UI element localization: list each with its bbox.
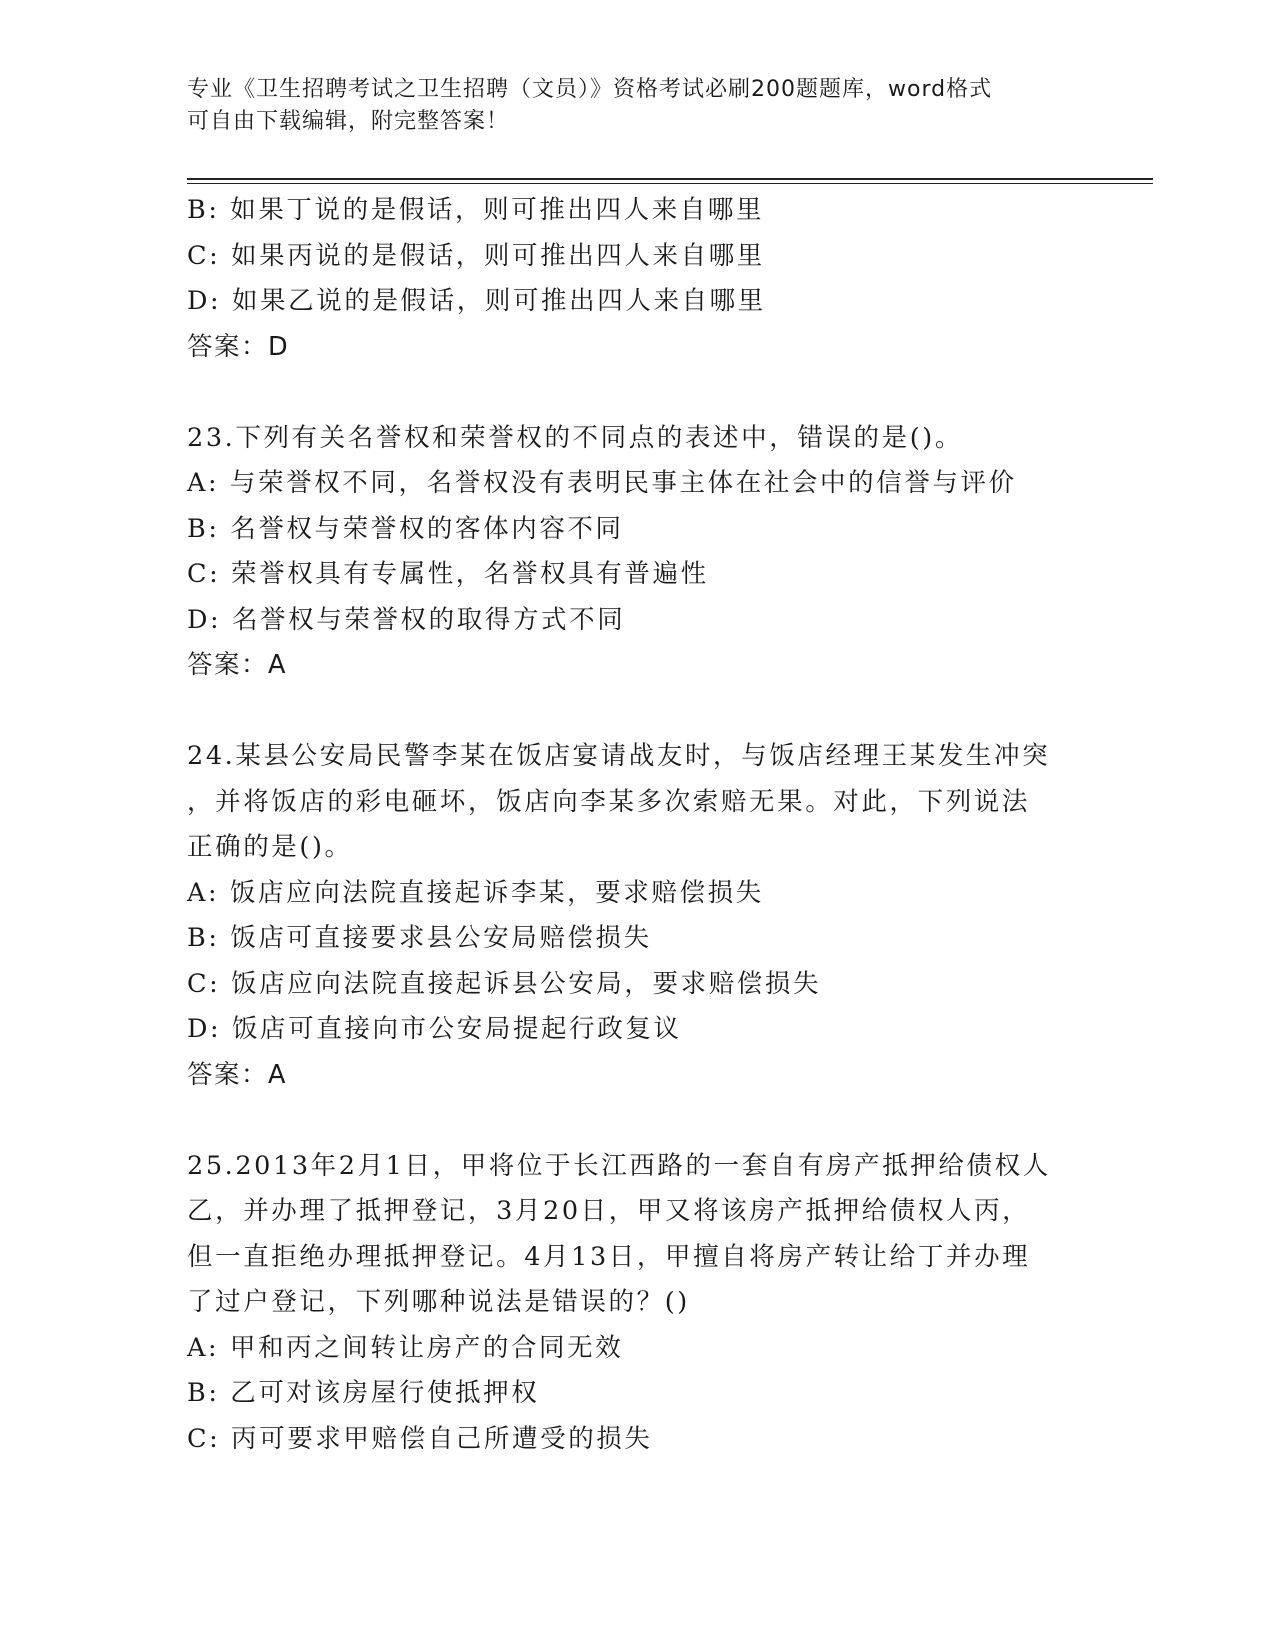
- question-24: [187, 734, 1107, 1098]
- option-line: C: 饭店应向法院直接起诉县公安局，要求赔偿损失: [187, 968, 822, 999]
- option-line: B: 如果丁说的是假话，则可推出四人来自哪里: [187, 195, 765, 225]
- question-23: [187, 416, 1107, 689]
- answer-line: 答案：A: [187, 1059, 287, 1090]
- question-gap: [187, 689, 1107, 735]
- answer-line: 答案：D: [187, 331, 290, 362]
- question-22-continued: [187, 188, 1107, 370]
- question-25: [187, 1144, 1107, 1463]
- option-line: D: 如果乙说的是假话，则可推出四人来自哪里: [187, 286, 766, 316]
- option-line: C: 丙可要求甲赔偿自己所遭受的损失: [187, 1423, 653, 1454]
- page-header: [187, 74, 1087, 138]
- question-stem: 但一直拒绝办理抵押登记。4月13日，甲擅自将房产转让给丁并办理: [187, 1241, 1031, 1272]
- question-stem: ，并将饭店的彩电砸坏，饭店向李某多次索赔无果。对此，下列说法: [187, 786, 1031, 817]
- page-content: [187, 188, 1107, 1462]
- option-line: D: 饭店可直接向市公安局提起行政复议: [187, 1014, 682, 1044]
- question-gap: [187, 1098, 1107, 1144]
- option-line: C: 荣誉权具有专属性，名誉权具有普遍性: [187, 559, 709, 589]
- question-stem: 23.下列有关名誉权和荣誉权的不同点的表述中，错误的是()。: [187, 422, 963, 453]
- option-line: A: 甲和丙之间转让房产的合同无效: [187, 1332, 624, 1363]
- question-gap: [187, 370, 1107, 416]
- question-stem: 乙，并办理了抵押登记，3月20日，甲又将该房产抵押给债权人丙，: [187, 1196, 1031, 1226]
- header-line-2: 可自由下载编辑，附完整答案！: [187, 109, 510, 134]
- option-line: C: 如果丙说的是假话，则可推出四人来自哪里: [187, 240, 765, 271]
- question-stem: 25.2013年2月1日，甲将位于长江西路的一套自有房产抵押给债权人: [187, 1150, 1051, 1181]
- header-rule-thick: [187, 178, 1153, 180]
- option-line: A: 与荣誉权不同，名誉权没有表明民事主体在社会中的信誉与评价: [187, 468, 1017, 498]
- option-line: D: 名誉权与荣誉权的取得方式不同: [187, 604, 626, 635]
- header-line-1: 专业《卫生招聘考试之卫生招聘（文员）》资格考试必刷200题题库，word格式: [187, 77, 993, 102]
- question-stem: 正确的是()。: [187, 832, 353, 862]
- header-rule-thin: [187, 183, 1153, 184]
- option-line: B: 饭店可直接要求县公安局赔偿损失: [187, 923, 652, 953]
- question-stem: 24.某县公安局民警李某在饭店宴请战友时，与饭店经理王某发生冲突: [187, 741, 1051, 771]
- answer-line: 答案：A: [187, 650, 287, 680]
- option-line: B: 乙可对该房屋行使抵押权: [187, 1378, 540, 1408]
- option-line: B: 名誉权与荣誉权的客体内容不同: [187, 513, 624, 544]
- question-stem: 了过户登记，下列哪种说法是错误的？(): [187, 1287, 690, 1317]
- option-line: A: 饭店应向法院直接起诉李某，要求赔偿损失: [187, 877, 764, 908]
